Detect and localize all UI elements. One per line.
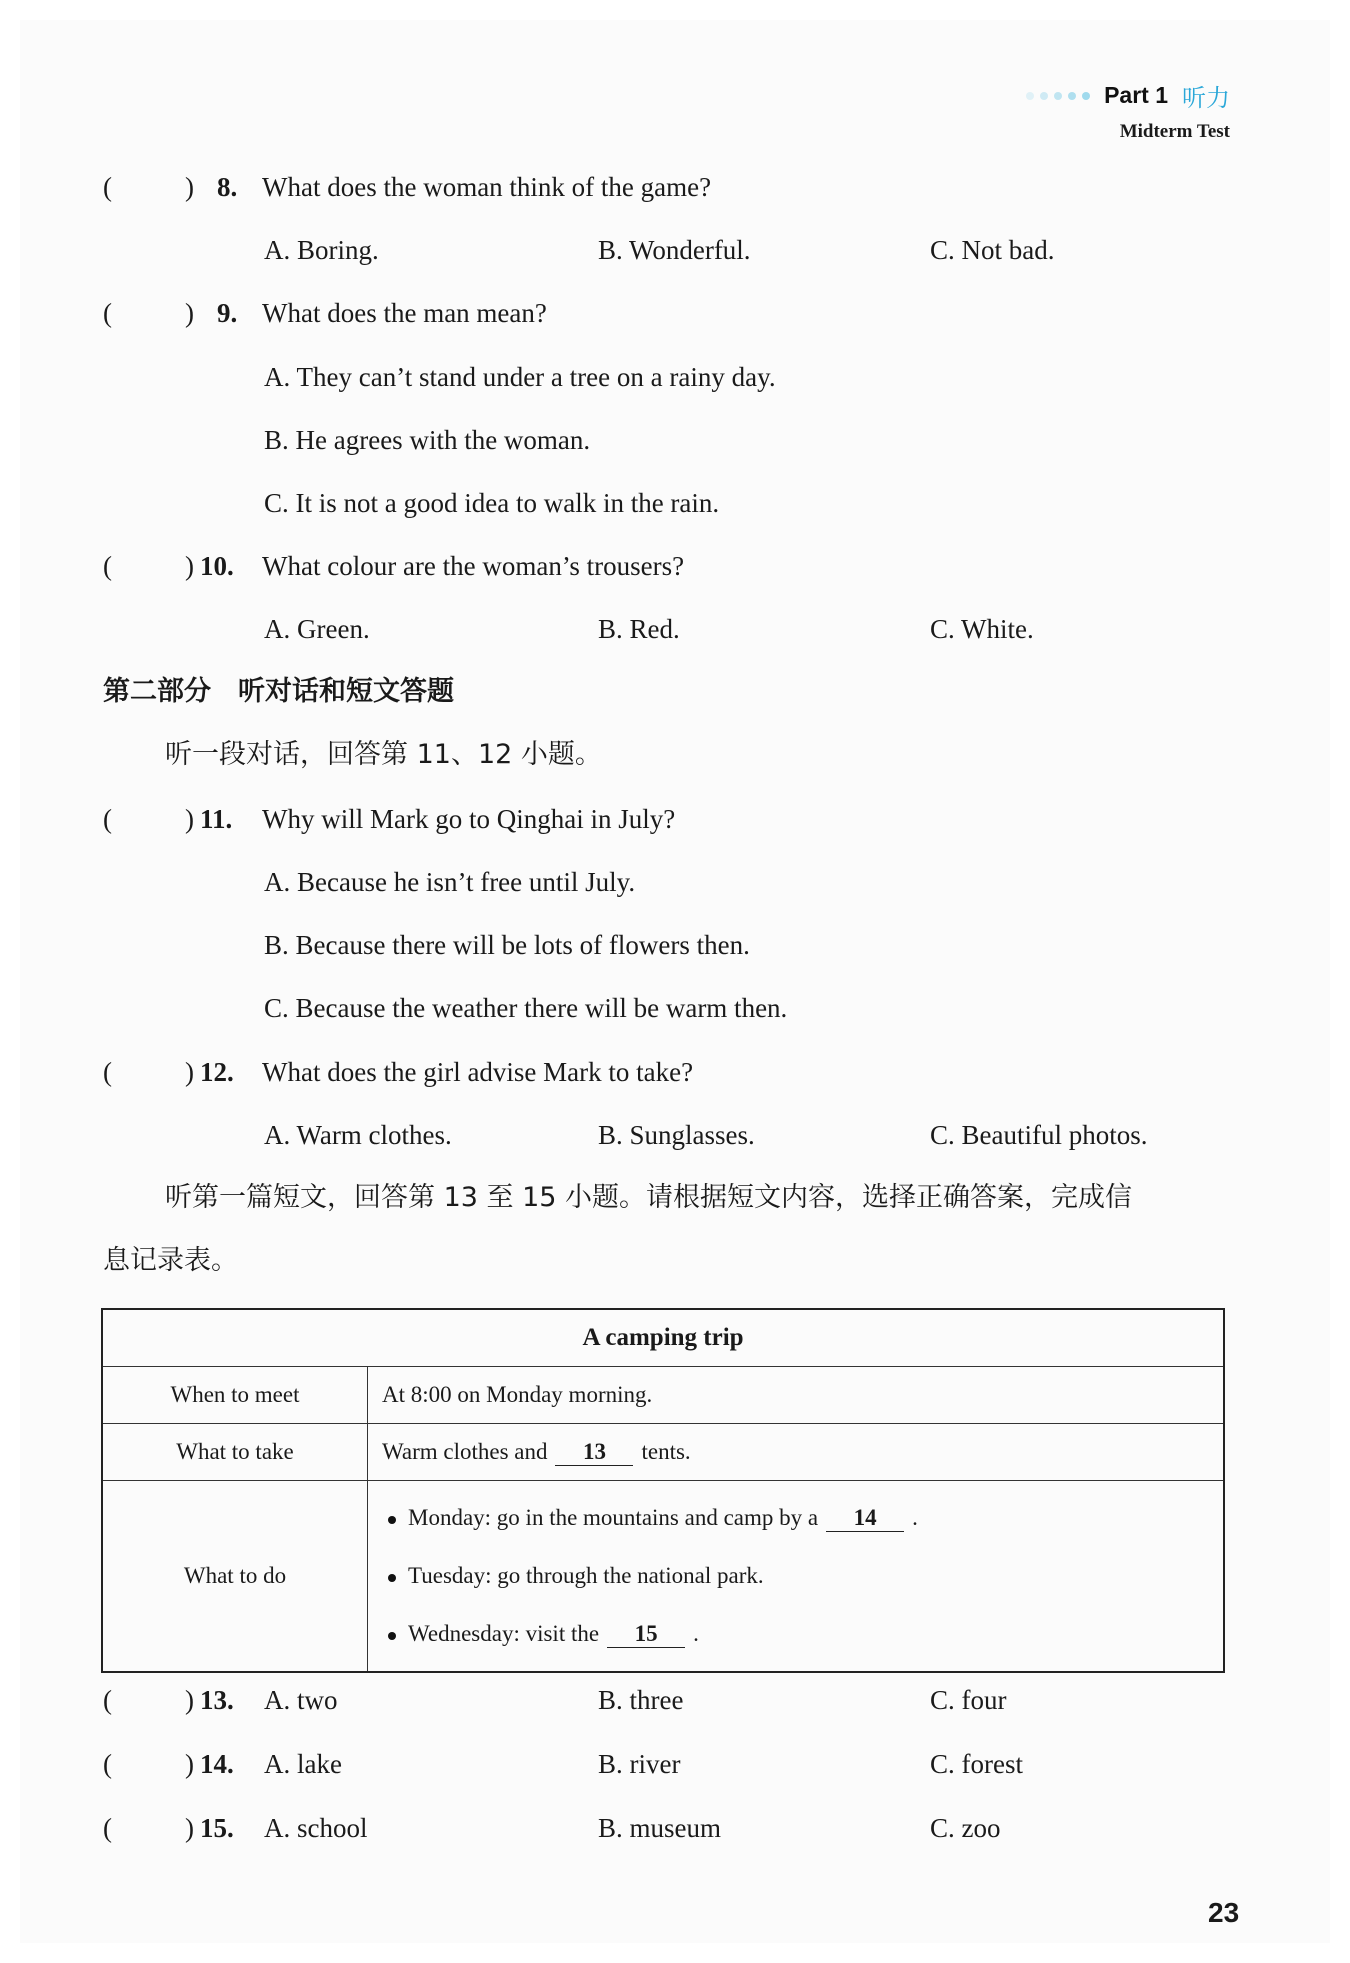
tuesday-text: Tuesday: go through the national park. (408, 1563, 764, 1588)
table-value-take (368, 1424, 1225, 1481)
option-b[interactable]: B. museum (598, 1813, 722, 1843)
question-text: What colour are the woman’s trousers? (262, 551, 685, 581)
table-label-do: What to do (102, 1481, 368, 1673)
section-title: 第二部分 听对话和短文答题 (103, 676, 454, 707)
page-number: 23 (1208, 1897, 1240, 1928)
answer-paren-open[interactable]: ( (103, 172, 112, 202)
option-c[interactable]: C. White. (930, 614, 1034, 644)
instruction-text-cont: 息记录表。 (103, 1245, 238, 1276)
answer-paren-close: ) (185, 551, 194, 581)
part-label: Part 1 (1104, 82, 1168, 108)
list-item (388, 1489, 1223, 1547)
wednesday-text: Wednesday: visit the (408, 1621, 600, 1646)
question-number: 14. (200, 1749, 234, 1779)
question-number: 15. (200, 1813, 234, 1843)
answer-paren-close: ) (185, 1685, 194, 1715)
answer-paren-close: ) (185, 804, 194, 834)
question-text: What does the man mean? (262, 298, 547, 328)
monday-text: Monday: go in the mountains and camp by a (408, 1505, 819, 1530)
option-c[interactable]: C. zoo (930, 1813, 1001, 1843)
option-b[interactable]: B. three (598, 1685, 684, 1715)
option-a[interactable]: A. school (264, 1813, 368, 1843)
answer-paren-close: ) (185, 172, 194, 202)
option-c[interactable]: C. Because the weather there will be warm then. (264, 993, 788, 1023)
option-c[interactable]: C. forest (930, 1749, 1023, 1779)
question-number: 9. (217, 298, 238, 328)
answer-paren-close: ) (185, 1057, 194, 1087)
camping-trip-table (101, 1308, 1225, 1673)
option-a[interactable]: A. two (264, 1685, 338, 1715)
bullet-icon (388, 1632, 396, 1640)
answer-paren-open[interactable]: ( (103, 1057, 112, 1087)
monday-end: . (912, 1505, 918, 1530)
option-c[interactable]: C. Beautiful photos. (930, 1120, 1148, 1150)
answer-paren-open[interactable]: ( (103, 1685, 112, 1715)
decorative-dots-icon (1026, 87, 1096, 105)
option-a[interactable]: A. Green. (264, 614, 370, 644)
blank-15[interactable]: 15 (607, 1621, 685, 1648)
answer-paren-open[interactable]: ( (103, 551, 112, 581)
option-b[interactable]: B. river (598, 1749, 681, 1779)
question-number: 8. (217, 172, 238, 202)
option-b[interactable]: B. He agrees with the woman. (264, 425, 591, 455)
option-a[interactable]: A. Boring. (264, 235, 379, 265)
question-number: 13. (200, 1685, 234, 1715)
option-a[interactable]: A. Because he isn’t free until July. (264, 867, 636, 897)
table-label-take: What to take (102, 1424, 368, 1481)
page-header (1026, 78, 1230, 143)
question-number: 10. (200, 551, 234, 581)
table-value-do (368, 1481, 1225, 1673)
option-b[interactable]: B. Sunglasses. (598, 1120, 755, 1150)
part-cn-label: 听力 (1182, 84, 1230, 112)
question-text: What does the girl advise Mark to take? (262, 1057, 694, 1087)
answer-paren-open[interactable]: ( (103, 1813, 112, 1843)
answer-paren-close: ) (185, 1813, 194, 1843)
answer-paren-open[interactable]: ( (103, 804, 112, 834)
option-b[interactable]: B. Wonderful. (598, 235, 751, 265)
option-c[interactable]: C. Not bad. (930, 235, 1055, 265)
question-number: 11. (200, 804, 233, 834)
list-item (388, 1547, 1223, 1605)
take-text-pre: Warm clothes and (382, 1438, 548, 1464)
table-label-when: When to meet (102, 1367, 368, 1424)
option-c[interactable]: C. It is not a good idea to walk in the rain. (264, 488, 720, 518)
question-text: What does the woman think of the game? (262, 172, 712, 202)
option-a[interactable]: A. Warm clothes. (264, 1120, 452, 1150)
answer-paren-close: ) (185, 1749, 194, 1779)
table-title: A camping trip (102, 1309, 1224, 1367)
option-a[interactable]: A. lake (264, 1749, 342, 1779)
option-c[interactable]: C. four (930, 1685, 1007, 1715)
blank-14[interactable]: 14 (826, 1505, 904, 1532)
question-text: Why will Mark go to Qinghai in July? (262, 804, 676, 834)
instruction-text: 听一段对话，回答第 11、12 小题。 (165, 739, 602, 770)
option-b[interactable]: B. Because there will be lots of flowers then. (264, 930, 750, 960)
question-number: 12. (200, 1057, 234, 1087)
instruction-text: 听第一篇短文，回答第 13 至 15 小题。请根据短文内容，选择正确答案，完成信 (165, 1182, 1133, 1213)
answer-paren-open[interactable]: ( (103, 298, 112, 328)
option-b[interactable]: B. Red. (598, 614, 680, 644)
blank-13[interactable]: 13 (555, 1439, 633, 1466)
option-a[interactable]: A. They can’t stand under a tree on a rainy day. (264, 362, 776, 392)
bullet-icon (388, 1516, 396, 1524)
list-item (388, 1605, 1223, 1663)
answer-paren-close: ) (185, 298, 194, 328)
take-text-post: tents. (641, 1438, 691, 1464)
wednesday-end: . (693, 1621, 699, 1646)
answer-paren-open[interactable]: ( (103, 1749, 112, 1779)
table-value-when: At 8:00 on Monday morning. (368, 1367, 1225, 1424)
header-subtitle: Midterm Test (1119, 121, 1230, 142)
bullet-icon (388, 1574, 396, 1582)
